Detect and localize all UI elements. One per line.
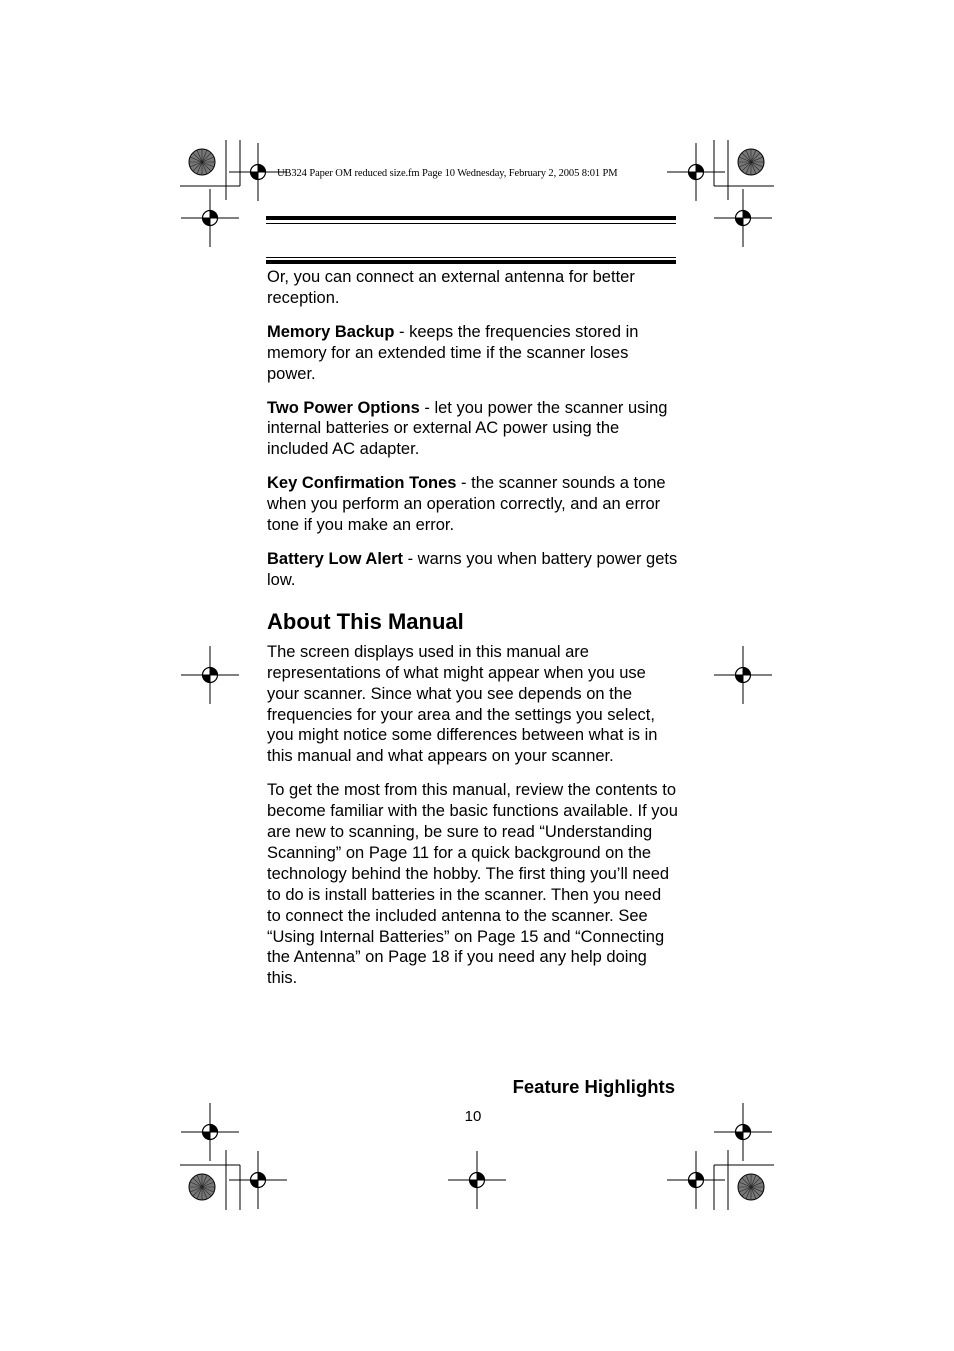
feature-memory-backup — [267, 322, 679, 385]
feature-desc: - keeps the frequencies stored in memory for an extended time if the scanner loses power. — [267, 322, 639, 383]
footer-section-label: Feature Highlights — [512, 1076, 675, 1097]
page-content — [267, 267, 679, 1002]
section-paragraph: The screen displays used in this manual are representations of what might appear when you use your scanner. Since what you see depends on the frequencies for your area and the settings you select, you might notice some differences between what is in this manual and what appears on your scanner. — [267, 642, 658, 766]
header-rule-top — [266, 216, 676, 220]
feature-desc: - let you power the scanner using internal batteries or external AC power using the included AC adapter. — [267, 398, 668, 459]
feature-term: Two Power Options — [267, 398, 420, 417]
feature-desc: - warns you when battery power gets low. — [267, 549, 678, 589]
section-paragraph: To get the most from this manual, review the contents to become familiar with the basic functions available. If you are new to scanning, be sure to read “Understanding Scanning” on Page 11 for a quick background on the technology behind the hobby. The first thing you’ll need to do is install batteries in the scanner. Then you need to connect the included antenna to the scanner. See “Using Internal Batteries” on Page 15 and “Connecting the Antenna” on Page 18 if you need any help doing this. — [267, 781, 678, 988]
feature-key-confirmation-tones — [267, 473, 679, 536]
feature-two-power-options — [267, 398, 679, 461]
feature-term: Battery Low Alert — [267, 549, 403, 568]
header-rule-thin — [266, 223, 676, 224]
content-rule-thick — [266, 260, 676, 264]
page-number: 10 — [464, 1108, 482, 1125]
feature-term: Memory Backup — [267, 322, 395, 341]
print-slug: UB324 Paper OM reduced size.fm Page 10 Wednesday, February 2, 2005 8:01 PM — [277, 168, 618, 179]
intro-paragraph: Or, you can connect an external antenna for better reception. — [267, 268, 635, 307]
feature-desc: - the scanner sounds a tone when you perform an operation correctly, and an error tone if you make an error. — [267, 474, 666, 535]
feature-term: Key Confirmation Tones — [267, 474, 457, 493]
content-rule-thin — [266, 257, 676, 258]
feature-battery-low-alert — [267, 549, 679, 591]
section-heading: About This Manual — [267, 608, 464, 634]
